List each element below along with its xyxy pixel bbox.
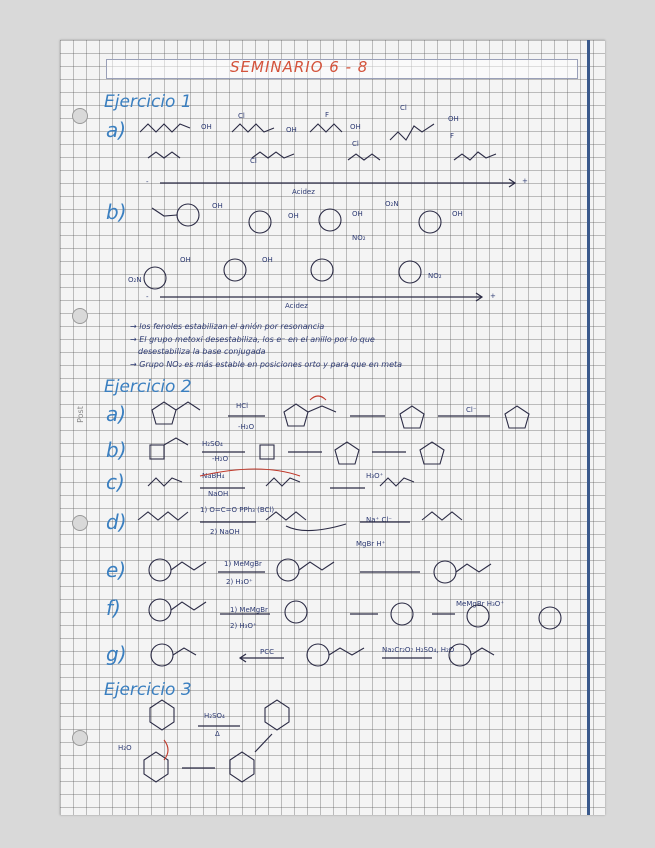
- margin-line: [587, 40, 590, 815]
- zigzag-chain: [310, 124, 342, 132]
- ex2-g-reagent: PCC: [260, 648, 274, 656]
- ex2-f-label: f): [106, 596, 121, 620]
- benzene-ring: [391, 603, 413, 625]
- ex2-a-reagent: -H₂O: [238, 423, 255, 431]
- ex2-f-extra: MeMgBr H₃O⁺: [456, 600, 505, 608]
- benzene-ring: [151, 644, 173, 666]
- cyclohexane-ring: [150, 700, 174, 730]
- benzene-ring: [419, 211, 441, 233]
- ex1-a-cl: Cl: [352, 140, 359, 148]
- carbocation-ring: [144, 752, 168, 782]
- acidity-plus: +: [490, 292, 496, 300]
- product-chain: [380, 478, 414, 486]
- ex1-heading: Ejercicio 1: [104, 92, 192, 112]
- ex1-b-oh: OH: [288, 212, 299, 220]
- benzene-ring: [285, 601, 307, 623]
- ex1-b-oh: OH: [452, 210, 463, 218]
- ester-chain: [171, 602, 206, 610]
- ex3-reagent: H₂SO₄: [204, 712, 225, 720]
- ex2-c-reagent: NaOH: [208, 490, 229, 498]
- ex2-c-label: c): [106, 470, 125, 494]
- alcohol-chain: [456, 564, 491, 572]
- acidity-minus: -: [146, 293, 149, 301]
- cyclopentane-ring: [400, 406, 424, 428]
- acidity-minus: -: [146, 178, 149, 186]
- ex1-b-oh: OH: [262, 256, 273, 264]
- alcohol-chain: [329, 648, 364, 655]
- benzene-ring: [149, 559, 171, 581]
- ex2-f-reagent: 2) H₃O⁺: [230, 622, 257, 630]
- ex1-note: → Grupo NO₂ es más estable en posiciones orto y para que en meta: [130, 360, 403, 369]
- binder-hole: [72, 108, 88, 124]
- ex2-c-reagent: NaBH₄: [202, 472, 225, 480]
- ex2-e-extra: MgBr H⁺: [356, 540, 386, 548]
- ex2-a-extra: Cl⁻: [466, 406, 477, 414]
- ex1-b-oh: OH: [180, 256, 191, 264]
- hydride-shift-arrow: [310, 396, 326, 400]
- cyclopentane-ring: [284, 404, 308, 426]
- ex2-heading: Ejercicio 2: [104, 377, 192, 397]
- chloroalkane-chain: [422, 512, 462, 520]
- ex2-e-reagent: 2) H₃O⁺: [226, 578, 253, 586]
- ex1-b-label: b): [106, 200, 127, 224]
- ethyl-chain: [176, 402, 200, 410]
- ex1-a-cl: Cl: [250, 157, 257, 165]
- ex1-a-f: F: [450, 132, 455, 140]
- cyclohexane-ring: [249, 211, 271, 233]
- ex1-b-no2: NO₂: [428, 272, 442, 280]
- alkoxide-chain: [299, 562, 334, 570]
- benzene-ring: [434, 561, 456, 583]
- aldehyde-chain: [173, 648, 196, 655]
- cyclopentane-ring: [505, 406, 529, 428]
- ex2-b-reagent: -H₂O: [212, 455, 229, 463]
- cyclohexene-ring: [265, 700, 289, 730]
- benzene-ring: [467, 605, 489, 627]
- zigzag-chain: [454, 152, 496, 160]
- zigzag-chain: [252, 152, 294, 158]
- ex1-note: desestabiliza la base conjugada: [138, 347, 266, 356]
- ex1-b-acidez: Acidez: [285, 302, 308, 310]
- benzene-ring: [399, 261, 421, 283]
- ex2-g-extra: Na₂Cr₂O₇ H₂SO₄, H₂O: [382, 646, 455, 654]
- binder-hole: [72, 308, 88, 324]
- ketoacid-chain: [148, 478, 182, 486]
- ex3-heading: Ejercicio 3: [104, 680, 192, 700]
- ethyl-chain: [308, 406, 336, 412]
- benzene-ring: [539, 607, 561, 629]
- ex2-a-label: a): [106, 402, 127, 426]
- page-title: SEMINARIO 6 - 8: [230, 58, 369, 76]
- acidity-arrowhead: [509, 179, 515, 187]
- ex2-e-reagent: 1) MeMgBr: [224, 560, 262, 568]
- binder-hole: [72, 730, 88, 746]
- ex2-d-extra: Na⁺ Cl⁻: [366, 516, 392, 524]
- benzene-ring: [224, 259, 246, 281]
- ex1-a-oh: OH: [286, 126, 297, 134]
- ex2-d-reagent: 2) NaOH: [210, 528, 240, 536]
- ketone-chain: [171, 562, 206, 570]
- zigzag-chain: [390, 124, 434, 140]
- ex1-a-cl: Cl: [400, 104, 407, 112]
- paper-brand: Post: [75, 406, 85, 423]
- cyclohexane-ring: [144, 267, 166, 289]
- ex1-b-o2n: O₂N: [385, 200, 399, 208]
- benzene-ring: [177, 204, 199, 226]
- alkyl-chain: [138, 512, 188, 520]
- zigzag-chain: [148, 152, 180, 158]
- methoxy-chain: [152, 208, 177, 216]
- zigzag-chain: [348, 154, 380, 160]
- ketone-chain: [471, 648, 494, 655]
- benzene-ring: [307, 644, 329, 666]
- side-chain: [164, 438, 188, 445]
- mechanism-arrow: [164, 740, 168, 760]
- binder-hole: [72, 515, 88, 531]
- acidity-plus: +: [522, 177, 528, 185]
- ex1-b-oh: OH: [352, 210, 363, 218]
- ex2-g-label: g): [106, 642, 127, 666]
- mechanism-arrow: [286, 524, 346, 531]
- ex1-b-o2n: O₂N: [128, 276, 142, 284]
- ex2-e-label: e): [106, 558, 127, 582]
- benzene-ring: [277, 559, 299, 581]
- ex2-b-label: b): [106, 438, 127, 462]
- cyclobutane-ring: [150, 445, 164, 459]
- cyclobutane-ring: [260, 445, 274, 459]
- ex1-a-oh: OH: [350, 123, 361, 131]
- shifted-ring: [230, 752, 254, 782]
- ex2-a-reagent: HCl: [236, 402, 249, 410]
- benzene-ring: [149, 599, 171, 621]
- ex2-f-reagent: 1) MeMgBr: [230, 606, 268, 614]
- reaction-arrow: [255, 734, 272, 752]
- ex2-c-extra: H₃O⁺: [366, 472, 384, 480]
- ex1-a-acidez: Acidez: [292, 188, 315, 196]
- ex1-a-label: a): [106, 118, 127, 142]
- ex1-a-oh: OH: [201, 123, 212, 131]
- ex1-note: → los fenoles estabilizan el anión por resonancia: [130, 322, 325, 331]
- notebook-page: [60, 40, 605, 815]
- cyclopentane-ring: [152, 402, 176, 424]
- benzene-ring: [319, 209, 341, 231]
- cyclopentene-ring: [420, 442, 444, 464]
- cyclopentane-ring: [335, 442, 359, 464]
- alkoxide-chain: [266, 478, 300, 486]
- zigzag-chain: [140, 124, 190, 132]
- ex1-a-oh: OH: [448, 115, 459, 123]
- ex1-note: → El grupo metoxi desestabiliza, los e⁻ en el anillo por lo que: [130, 335, 375, 344]
- ex2-b-reagent: H₂SO₄: [202, 440, 223, 448]
- ex2-d-label: d): [106, 510, 127, 534]
- ex1-a-f: F: [325, 111, 330, 119]
- ex3-side: H₂O: [118, 744, 132, 752]
- ex3-reagent: Δ: [215, 730, 220, 738]
- ex1-b-oh: OH: [212, 202, 223, 210]
- arrowhead-left: [240, 654, 246, 662]
- ex1-b-no2: NO₂: [352, 234, 366, 242]
- ex1-a-cl: Cl: [238, 112, 245, 120]
- acidity-arrowhead: [476, 293, 482, 301]
- ex2-d-reagent: 1) O=C=O PPh₃ (BCl): [200, 506, 275, 514]
- benzene-ring: [311, 259, 333, 281]
- zigzag-chain: [232, 124, 274, 132]
